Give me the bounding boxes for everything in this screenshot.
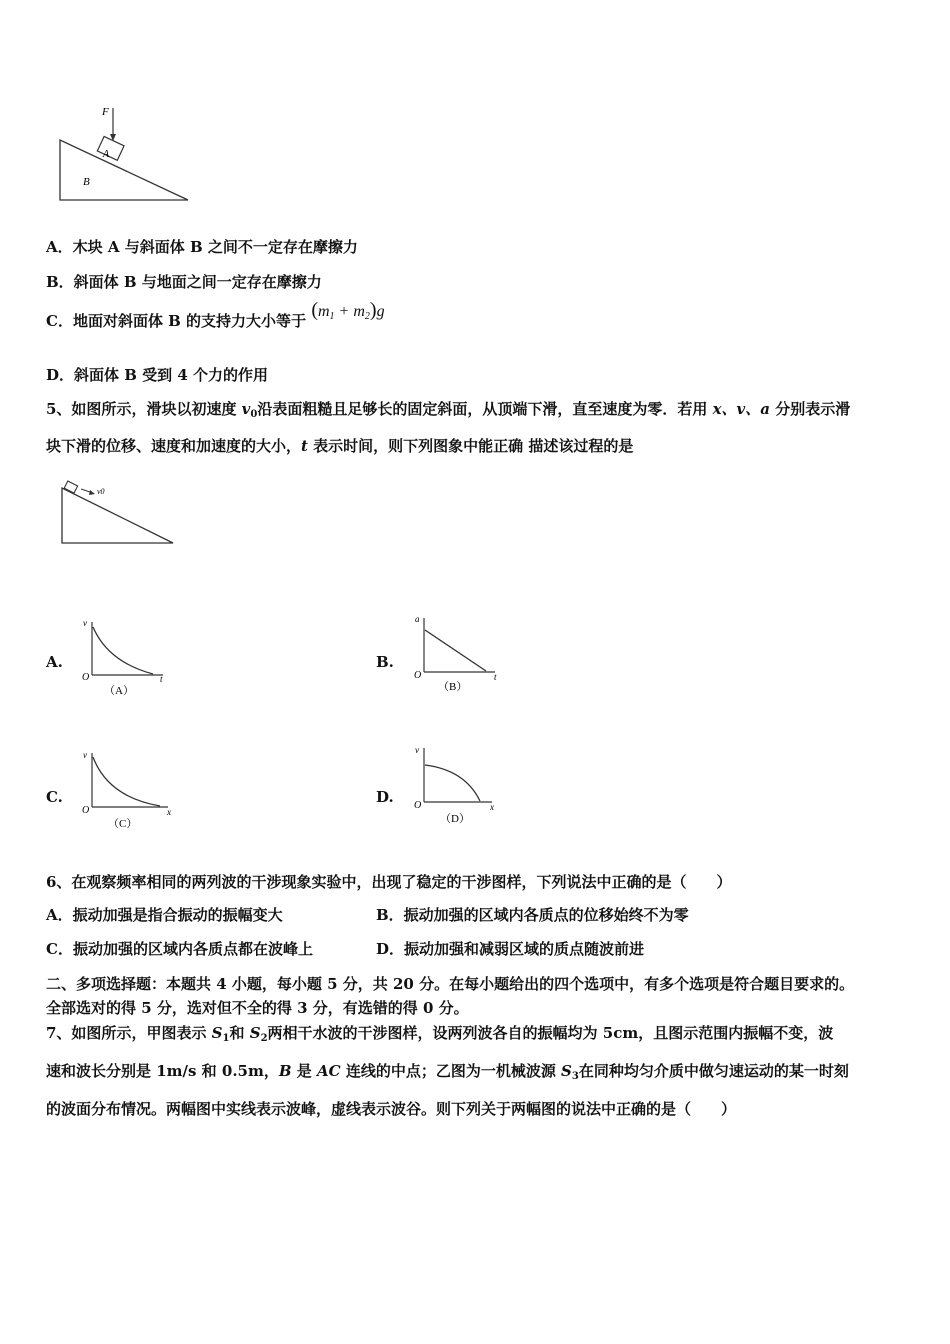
q5-a-origin: O	[82, 672, 90, 683]
force-label: F	[102, 106, 109, 118]
q5-option-d-letter: D.	[376, 788, 394, 806]
q5-b-x-axis: t	[494, 672, 497, 682]
q5-option-b-letter: B.	[376, 653, 394, 671]
q6-option-c: C．振动加强的区域内各质点都在波峰上	[46, 940, 313, 958]
q6-option-a: A．振动加强是指合振动的振幅变大	[46, 906, 283, 924]
incline-force-figure	[50, 100, 200, 210]
q4-option-a: A．木块 A 与斜面体 B 之间不一定存在摩擦力	[46, 238, 358, 256]
slider-incline-figure	[55, 480, 185, 550]
q5-d-origin: O	[414, 800, 422, 811]
q5-d-y-axis: v	[415, 745, 419, 755]
q5-b-y-axis: a	[415, 614, 420, 624]
q4-option-c-formula: $(m_1 + m_2)g$	[311, 299, 385, 322]
q5-stem-line1: 5、如图所示，滑块以初速度 $v_0$沿表面粗糙且足够长的固定斜面，从顶端下滑，直至速度为零．若用 x、v、a 分别表示滑	[46, 400, 851, 420]
q7-line2: 速和波长分别是 1m/s 和 0.5m，B 是 AC 连线的中点；乙图为一机械波源 $S_3$在同种均匀介质中做匀速运动的某一时刻	[46, 1062, 849, 1082]
q4-option-c-text: C．地面对斜面体 B 的支持力大小等于	[46, 312, 307, 330]
q6-stem: 6、在观察频率相同的两列波的干涉现象实验中，出现了稳定的干涉图样，下列说法中正确的是（ ）	[46, 873, 732, 891]
q5-graph-c	[78, 745, 188, 835]
q5-c-origin: O	[82, 805, 90, 816]
v0-label: v0	[97, 487, 105, 496]
q5-stem-line2: 块下滑的位移、速度和加速度的大小，t 表示时间，则下列图象中能正确 描述该过程的是	[46, 437, 634, 455]
q6-option-d: D．振动加强和减弱区域的质点随波前进	[376, 940, 645, 958]
q5-b-caption: （B）	[438, 681, 468, 693]
q5-a-caption: （A）	[104, 685, 134, 697]
q4-option-b: B．斜面体 B 与地面之间一定存在摩擦力	[46, 273, 322, 291]
q5-graph-a	[78, 612, 178, 702]
section2-line1: 二、多项选择题：本题共 4 小题，每小题 5 分，共 20 分。在每小题给出的四个选项中，有多个选项是符合题目要求的。	[46, 975, 855, 993]
q4-option-d: D．斜面体 B 受到 4 个力的作用	[46, 366, 269, 384]
incline-body-label: B	[83, 176, 90, 188]
q5-a-y-axis: v	[83, 618, 87, 628]
q5-graph-d	[410, 740, 510, 830]
q6-option-b: B．振动加强的区域内各质点的位移始终不为零	[376, 906, 689, 924]
q5-d-x-axis: x	[490, 802, 494, 812]
block-label: A	[103, 149, 110, 160]
q7-line3: 的波面分布情况。两幅图中实线表示波峰，虚线表示波谷。则下列关于两幅图的说法中正确的是（ ）	[46, 1100, 737, 1118]
q5-d-caption: （D）	[440, 813, 470, 825]
q5-c-x-axis: x	[167, 807, 171, 817]
q5-c-y-axis: v	[83, 750, 87, 760]
q5-option-a-letter: A.	[46, 653, 63, 671]
q5-c-caption: （C）	[108, 818, 138, 830]
section2-line2: 全部选对的得 5 分，选对但不全的得 3 分，有选错的得 0 分。	[46, 999, 469, 1017]
q5-a-x-axis: t	[160, 674, 163, 684]
q5-b-origin: O	[414, 670, 422, 681]
q4-option-c	[46, 299, 385, 332]
q5-graph-b	[410, 610, 510, 700]
q5-option-c-letter: C.	[46, 788, 63, 806]
q7-line1: 7、如图所示，甲图表示 $S_1$和 $S_2$两相干水波的干涉图样，设两列波各自的振幅均为 5cm，且图示范围内振幅不变，波	[46, 1024, 834, 1044]
